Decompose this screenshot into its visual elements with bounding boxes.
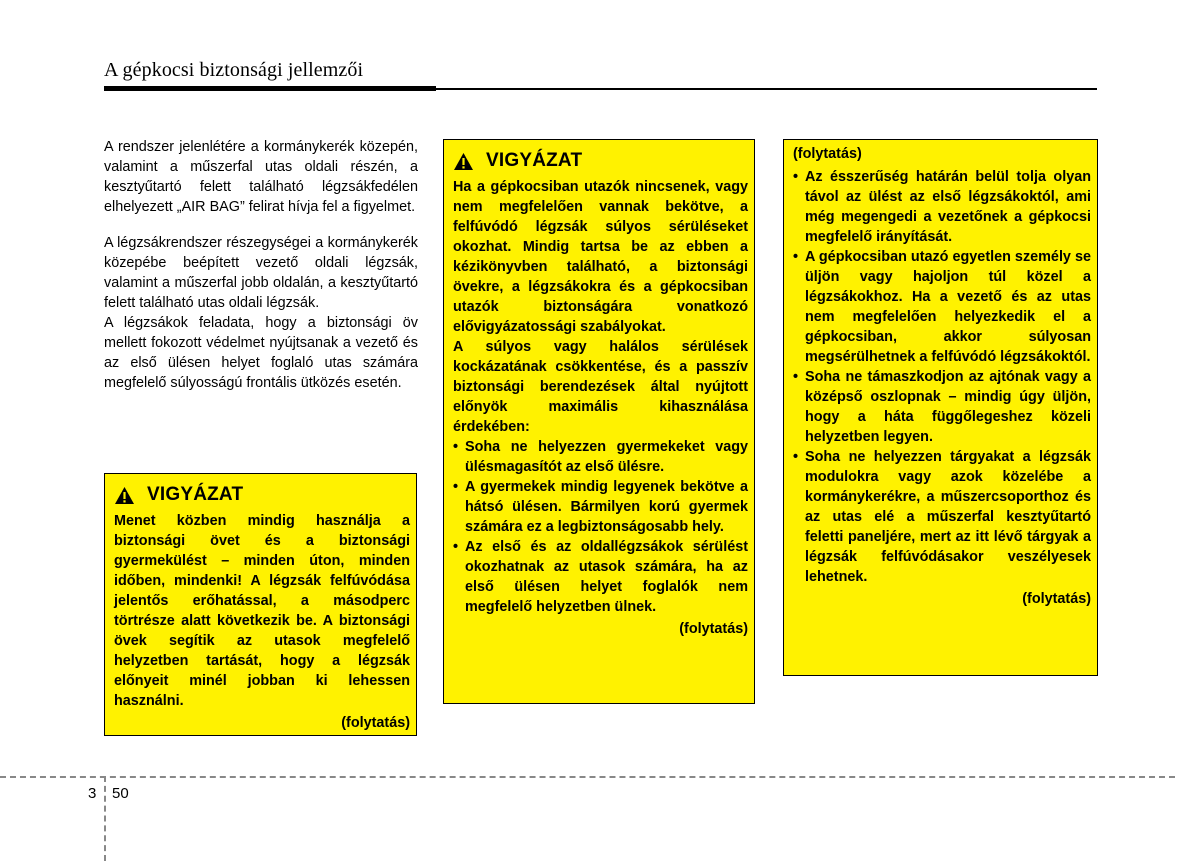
continued-label: (folytatás) (341, 715, 410, 731)
warning-box-continued (783, 139, 1098, 676)
continued-label: (folytatás) (679, 621, 748, 637)
list-item: • Az első és az oldallégzsákok sérülést okozhatnak az utasok számára, ha az első ülésen helyet foglalók nem megfelelő helyzetben ülnek. (453, 537, 748, 617)
list-item: • A gyermekek mindig legyenek bekötve a hátsó ülésen. Bármilyen korú gyermek számára ez a legbiztonságosabb hely. (453, 477, 748, 537)
warning-intro: Ha a gépkocsiban utazók nincsenek, vagy nem megfelelően vannak bekötve, a felfúvódó légzsák súlyos sérüléseket okozhat. Mindig tartsa be az ebben a kézikönyvben található, a biztonsági övekre, a légzsákokra és a gépkocsiban utazók biztonságára vonatkozó elővigyázatossági szabályokat. (453, 179, 748, 335)
warning-text: Menet közben mindig használja a biztonsági övet és a biztonsági gyermekülést – minden úton, minden időben, mindenki! A légzsák felfúvódása jelentős erőhatással, a másodperc törtrésze alatt következik be. A biztonsági övek segítik az utasok megfelelő helyzetben tartását, hogy a légzsák előnyeit minél jobban ki lehessen használni. (114, 513, 410, 709)
list-item: • Soha ne támaszkodjon az ajtónak vagy a középső oszlopnak – mindig úgy üljön, hogy a háta függőlegeshez közeli helyzetben legyen. (793, 367, 1091, 447)
intro-paragraph-1: A rendszer jelenlétére a kormánykerék közepén, valamint a műszerfal utas oldali részén, a kesztyűtartó felett található légzsákfedélen elhelyezett „AIR BAG” felirat hívja fel a figyelmet. (104, 139, 418, 215)
footer-dashed-rule (0, 776, 1175, 778)
warning-box-occupants (443, 139, 755, 704)
chapter-number: 3 (88, 785, 97, 802)
warning-triangle-icon (453, 152, 474, 171)
list-item: • Soha ne helyezzen tárgyakat a légzsák modulokra vagy azok közelébe a kormánykerékre, a műszercsoporthoz és az utas elé a műszerfal kesztyűtartó feletti paneljére, mert az itt lévő tárgyak a légzsák felfúvódásakor veszélyesek lehetnek. (793, 447, 1091, 587)
header-rule-thick (104, 86, 436, 91)
warning-bullet-list (793, 167, 1091, 587)
warning-title: VIGYÁZAT (147, 484, 244, 505)
list-item: • Az ésszerűség határán belül tolja olyan távol az ülést az első légzsákoktól, ami még megengedi a vezetőnek a gépkocsi megfelelő irányítását. (793, 167, 1091, 247)
warning-box-seatbelt (104, 473, 417, 736)
page-number: 50 (112, 785, 129, 802)
warning-bullet-list (453, 437, 748, 617)
list-item: • A gépkocsiban utazó egyetlen személy se üljön vagy hajoljon túl közel a légzsákokhoz. Ha a vezető és az utas nem megfelelően helyezkedik el a gépkocsiban, akkor súlyosan megsérülhetnek a felfúvódó légzsákoktól. (793, 247, 1091, 367)
intro-paragraph-2: A légzsákrendszer részegységei a kormánykerék közepébe beépített vezető oldali légzsák, valamint a műszerfal jobb oldalán, a kesztyűtartó felett található utas oldali légzsák. (104, 235, 418, 311)
continued-label: (folytatás) (1022, 591, 1091, 607)
warning-title: VIGYÁZAT (486, 150, 583, 171)
warning-heading (453, 146, 748, 176)
warning-lead: A súlyos vagy halálos sérülések kockázatának csökkentése, és a passzív biztonsági berendezések által nyújtott előnyök maximális kihasználása érdekében: (453, 339, 748, 435)
warning-heading (114, 480, 410, 510)
intro-paragraph-3: A légzsákok feladata, hogy a biztonsági öv mellett fokozott védelmet nyújtsanak a vezető és az első ülésen helyet foglaló utas számára megfelelő súlyosságú frontális ütközés esetén. (104, 315, 418, 391)
header-rule-thin (436, 88, 1097, 90)
list-item: • Soha ne helyezzen gyermekeket vagy ülésmagasítót az első ülésre. (453, 437, 748, 477)
footer-dashed-divider (104, 776, 106, 861)
page-header-title: A gépkocsi biztonsági jellemzői (104, 59, 364, 81)
warning-triangle-icon (114, 486, 135, 505)
intro-column (104, 137, 418, 393)
continued-from-label: (folytatás) (793, 146, 862, 162)
